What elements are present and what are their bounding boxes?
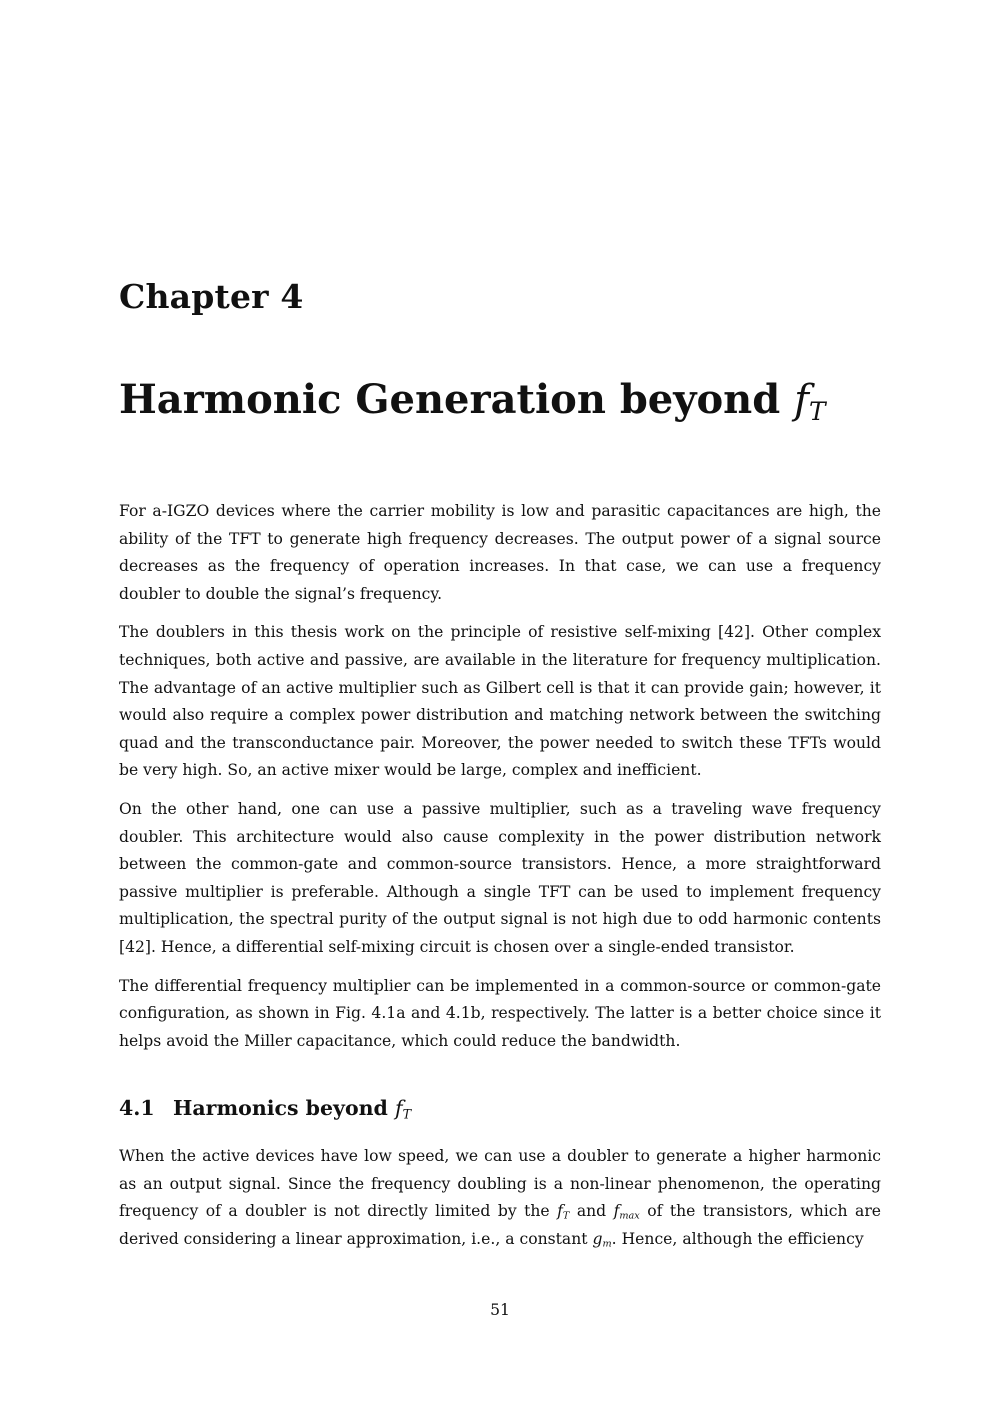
intro-paragraph-2: The doublers in this thesis work on the principle of resistive self-mixing [42]. Other complex techniques, both active and passive, are available in the literature for frequency multiplication. The advantage of an active multiplier such as Gilbert cell is that it can provide gain; however, it would also require a complex power distribution and matching network between the switching quad and the transconductance pair. Moreover, the power needed to switch these TFTs would be very high. So, an active mixer would be large, complex and inefficient. <box>119 623 881 780</box>
symbol-gm: $g_m$ <box>592 1229 612 1250</box>
section-heading <box>119 1092 411 1124</box>
section-text <box>119 1143 881 1264</box>
section-number: 4.1 <box>119 1096 155 1120</box>
intro-paragraph-1: For a-IGZO devices where the carrier mobility is low and parasitic capacitances are high, the ability of the TFT to generate high frequency decreases. The output power of a signal source decreases as the frequency of operation increases. In that case, we can use a frequency doubler to double the signal’s frequency. <box>119 502 881 603</box>
intro-paragraph-3: On the other hand, one can use a passive multiplier, such as a traveling wave frequency doubler. This architecture would also cause complexity in the power distribution network between the common-gate and common-source transistors. Hence, a more straightforward passive multiplier is preferable. Although a single TFT can be used to implement frequency multiplication, the spectral purity of the output signal is not high due to odd harmonic contents [42]. Hence, a differential self-mixing circuit is chosen over a single-ended transistor. <box>119 799 881 956</box>
paper-page <box>119 0 881 1414</box>
chapter-title <box>119 373 826 427</box>
page-number: 51 <box>490 1301 510 1319</box>
intro-text <box>119 498 881 1066</box>
symbol-fmax: $f_{max}$ <box>613 1202 640 1222</box>
chapter-title-symbol-ft: $f_T$ <box>794 377 826 426</box>
chapter-label: Chapter 4 <box>119 277 304 316</box>
intro-paragraph-4: The differential frequency multiplier can be implemented in a common-source or common-gate configuration, as shown in Fig. 4.1a and 4.1b, respectively. The latter is a better choice since it helps avoid the Miller capacitance, which could reduce the bandwidth. <box>119 976 881 1050</box>
section-title-symbol-ft: $f_T$ <box>395 1096 412 1122</box>
section-paragraph-1: When the active devices have low speed, we can use a doubler to generate a higher harmonic as an output signal. Since the frequency doubling is a non-linear phenomenon, the operating frequency of a doubler is not directly limited by the $f_T$ and $f_{max}$ of the transistors, which are derived considering a linear approximation, i.e., a constant $g_m$. Hence, although the efficiency <box>119 1147 882 1250</box>
section-title-text: Harmonics beyond <box>173 1096 388 1120</box>
chapter-title-text: Harmonic Generation beyond <box>119 376 781 423</box>
symbol-ft: $f_T$ <box>557 1202 570 1222</box>
